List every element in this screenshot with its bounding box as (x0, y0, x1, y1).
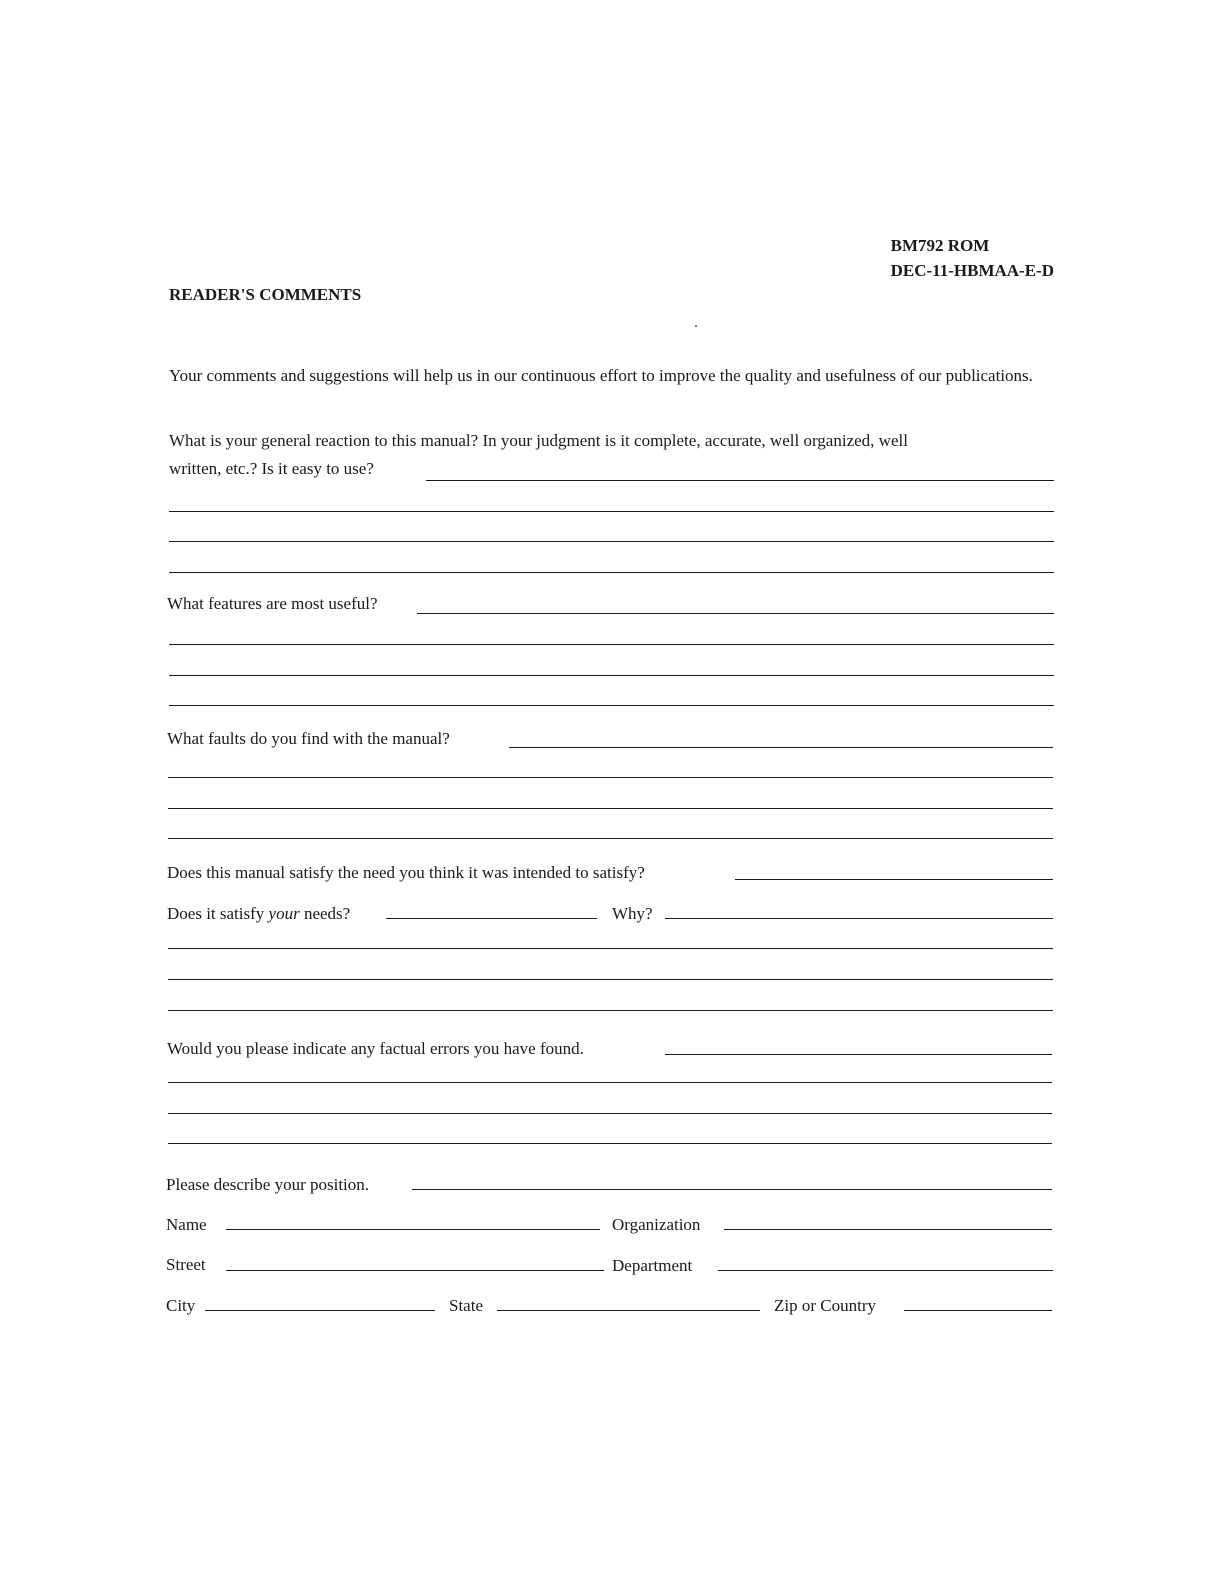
why-answer-line[interactable] (168, 948, 1053, 949)
question-faults: What faults do you find with the manual? (167, 729, 450, 748)
general-reaction-answer-line[interactable] (169, 511, 1054, 512)
satisfy-intended-answer-line[interactable] (735, 879, 1053, 880)
question-general-reaction-line1: What is your general reaction to this manual? In your judgment is it complete, accurate, well organized, well (169, 431, 908, 450)
label-department: Department (612, 1256, 693, 1275)
question-position: Please describe your position. (166, 1175, 370, 1194)
question-why: Why? (612, 904, 653, 923)
doc-title: BM792 ROM (890, 236, 990, 255)
question-satisfy-yours: Does it satisfy your needs? (167, 904, 351, 923)
features-answer-line[interactable] (169, 705, 1054, 706)
question-factual-errors: Would you please indicate any factual errors you have found. (167, 1039, 584, 1058)
street-field-line[interactable] (226, 1270, 604, 1271)
factual-errors-answer-line[interactable] (168, 1143, 1052, 1144)
factual-errors-answer-line[interactable] (665, 1054, 1052, 1055)
zip-or-country-field-line[interactable] (904, 1310, 1052, 1311)
doc-number: DEC-11-HBMAA-E-D (890, 261, 1054, 280)
factual-errors-answer-line[interactable] (168, 1113, 1052, 1114)
position-answer-line[interactable] (412, 1189, 1052, 1190)
intro-paragraph: Your comments and suggestions will help us in our continuous effort to improve the quality and usefulness of our publications. (169, 366, 1033, 385)
document-identifier (891, 233, 1054, 283)
faults-answer-line[interactable] (509, 747, 1053, 748)
general-reaction-answer-line[interactable] (169, 541, 1054, 542)
features-answer-line[interactable] (169, 644, 1054, 645)
question-satisfy-intended: Does this manual satisfy the need you think it was intended to satisfy? (167, 863, 645, 882)
label-name: Name (166, 1215, 207, 1234)
satisfy-yours-answer-line[interactable] (386, 918, 597, 919)
faults-answer-line[interactable] (168, 808, 1053, 809)
question-general-reaction-line2: written, etc.? Is it easy to use? (169, 459, 374, 478)
label-state: State (449, 1296, 483, 1315)
features-answer-line[interactable] (169, 675, 1054, 676)
why-answer-line[interactable] (168, 979, 1053, 980)
why-answer-line[interactable] (168, 1010, 1053, 1011)
name-field-line[interactable] (226, 1229, 600, 1230)
city-field-line[interactable] (205, 1310, 435, 1311)
label-zip-or-country: Zip or Country (774, 1296, 876, 1315)
factual-errors-answer-line[interactable] (168, 1082, 1052, 1083)
form-title: READER'S COMMENTS (169, 285, 362, 304)
why-answer-line[interactable] (665, 918, 1053, 919)
state-field-line[interactable] (497, 1310, 760, 1311)
general-reaction-answer-line[interactable] (426, 480, 1054, 481)
organization-field-line[interactable] (724, 1229, 1052, 1230)
faults-answer-line[interactable] (168, 838, 1053, 839)
features-answer-line[interactable] (417, 613, 1054, 614)
label-city: City (166, 1296, 196, 1315)
faults-answer-line[interactable] (168, 777, 1053, 778)
general-reaction-answer-line[interactable] (169, 572, 1054, 573)
label-street: Street (166, 1255, 206, 1274)
scan-speck (695, 325, 697, 327)
label-organization: Organization (612, 1215, 701, 1234)
department-field-line[interactable] (718, 1270, 1053, 1271)
question-features: What features are most useful? (167, 594, 378, 613)
